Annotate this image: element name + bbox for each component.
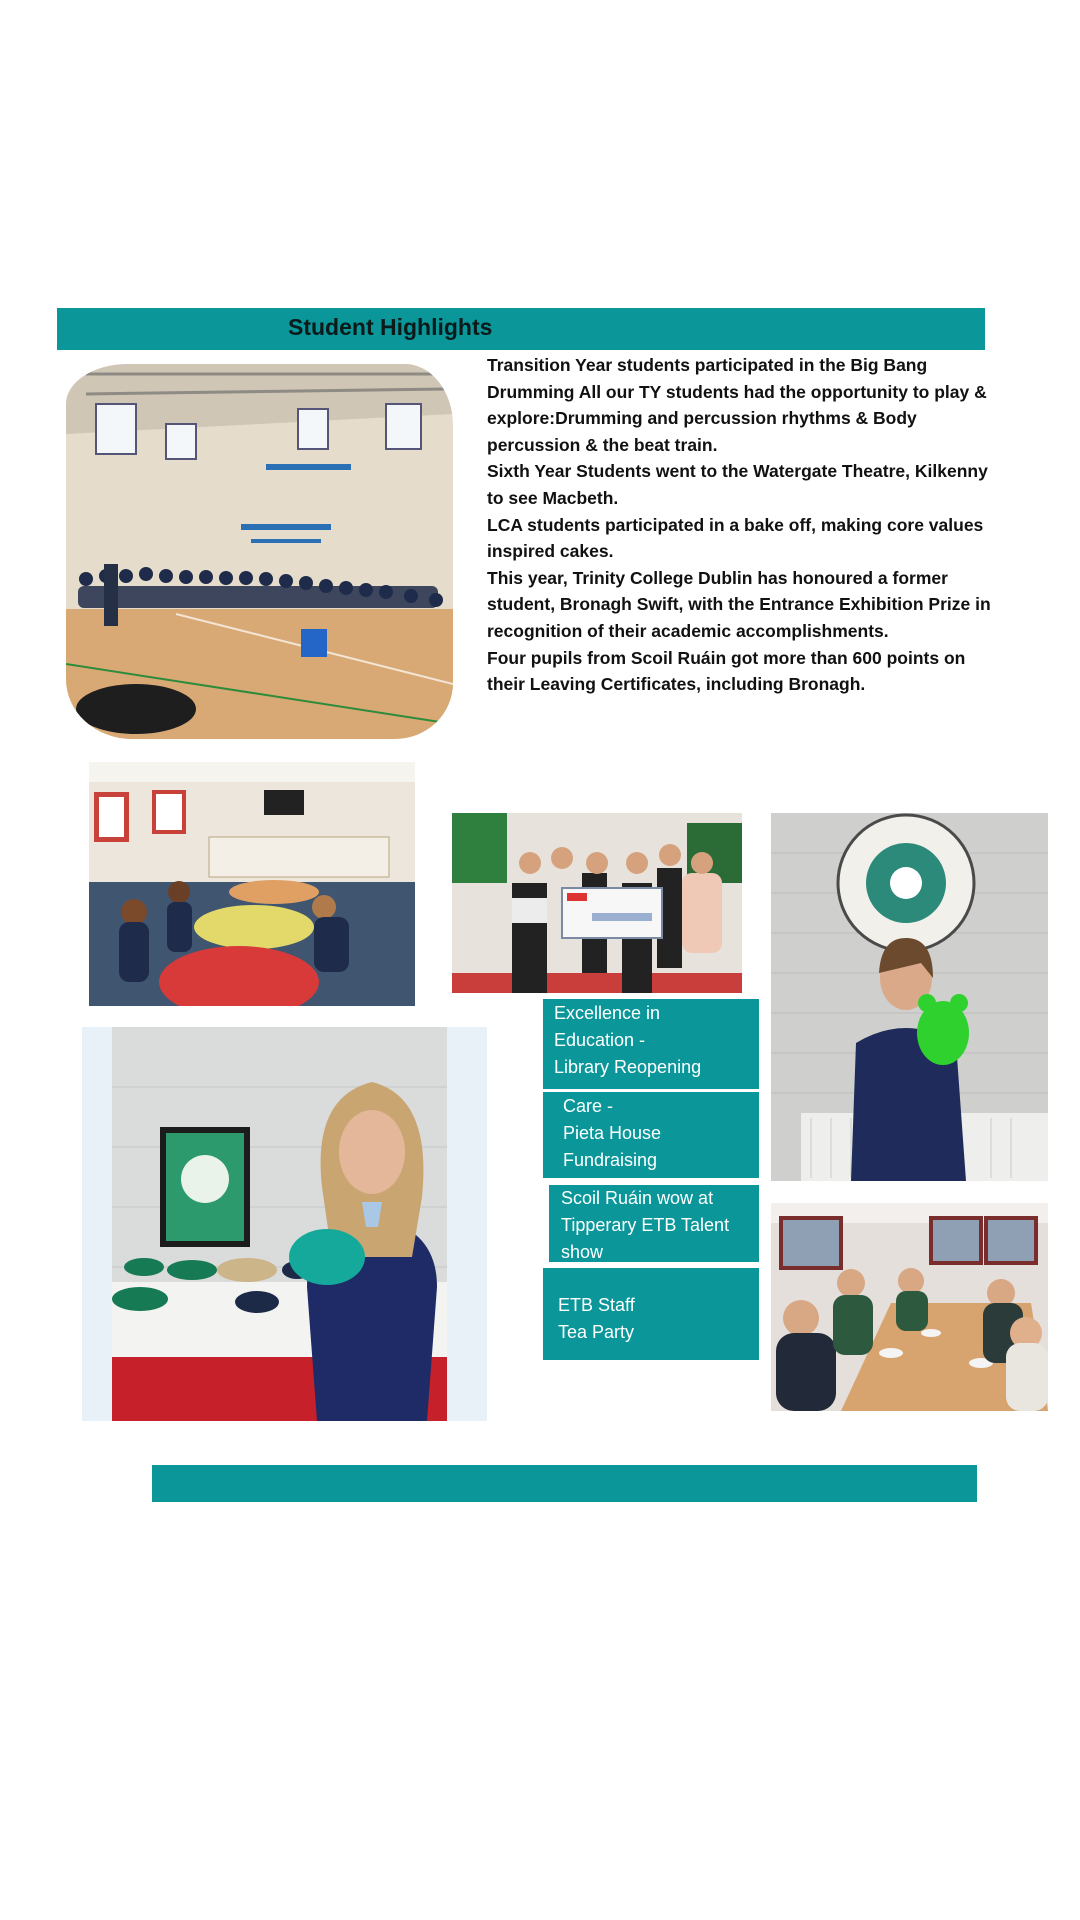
highlight-ty-drumming: Transition Year students participated in the Big Bang Drumming All our TY students had the opportunity to play & explore:Drumming and percussion rhythms & Body percussion & the beat train.: [487, 355, 987, 455]
caption-excellence-line-2: Education -: [554, 1030, 646, 1050]
caption-talent-line-1: Scoil Ruáin wow at: [561, 1188, 714, 1208]
caption-talent-show: [549, 1185, 759, 1262]
highlights-text: [487, 352, 1007, 698]
caption-excellence-library: [543, 999, 759, 1089]
section-title: Student Highlights: [288, 314, 493, 340]
caption-etb-line-2: Tea Party: [558, 1322, 635, 1342]
footer-band: [152, 1465, 977, 1502]
caption-care-line-1: Care -: [563, 1096, 614, 1116]
photo-library: [89, 762, 415, 1006]
caption-etb-line-1: ETB Staff: [558, 1295, 635, 1315]
highlight-trinity-prize: This year, Trinity College Dublin has honoured a former student, Bronagh Swift, with the Entrance Exhibition Prize in recognition of their academic accomplishments.: [487, 567, 991, 641]
highlight-lca-bake-off: LCA students participated in a bake off, making core values inspired cakes.: [487, 514, 984, 562]
caption-care-line-2: Pieta House: [563, 1123, 662, 1143]
photo-student-teddy: [771, 813, 1048, 1181]
highlight-leaving-cert: Four pupils from Scoil Ruáin got more than 600 points on their Leaving Certificates, including Bronagh.: [487, 647, 966, 695]
caption-etb-tea-party: [543, 1268, 759, 1360]
photo-etb-tea-party: [771, 1203, 1048, 1411]
caption-excellence-line-3: Library Reopening: [554, 1057, 702, 1077]
photo-drumming-gym: [66, 364, 453, 739]
section-header-band: [57, 308, 985, 350]
caption-talent-line-2: Tipperary ETB Talent: [561, 1215, 730, 1235]
caption-talent-line-3: show: [561, 1242, 604, 1262]
highlight-macbeth: Sixth Year Students went to the Watergate Theatre, Kilkenny to see Macbeth.: [487, 461, 988, 508]
photo-student-excellence: [82, 1027, 487, 1421]
photo-cheque-presentation: [452, 813, 742, 993]
caption-excellence-line-1: Excellence in: [554, 1003, 661, 1023]
caption-care-pieta-house: [543, 1092, 759, 1178]
caption-care-line-3: Fundraising: [563, 1150, 658, 1170]
